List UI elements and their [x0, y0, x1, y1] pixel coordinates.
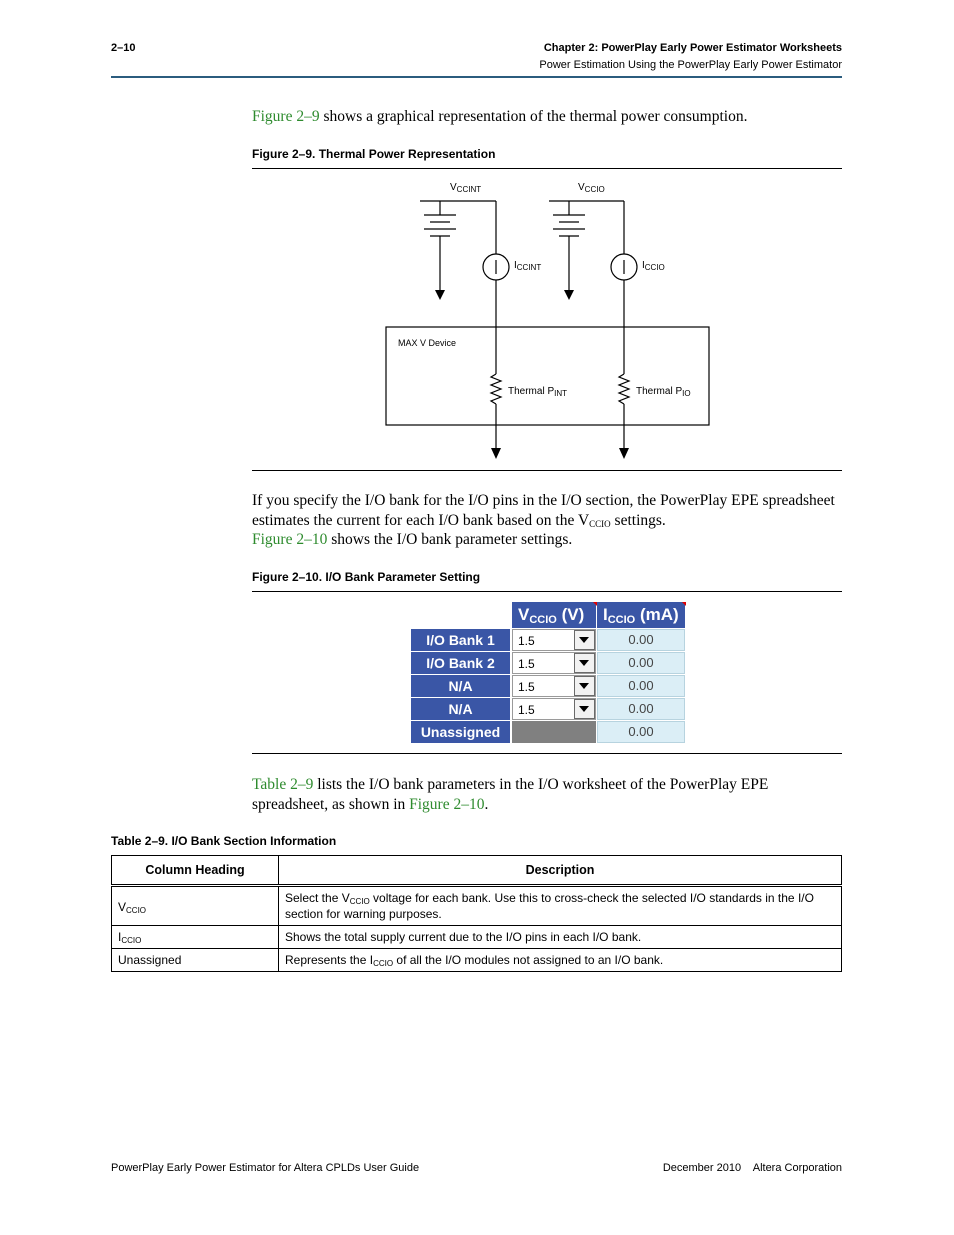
page-number: 2–10 [111, 42, 136, 54]
table-header-row [112, 856, 842, 886]
row-label: I/O Bank 2 [411, 652, 510, 674]
dropdown-arrow-icon[interactable] [574, 630, 595, 650]
intro-paragraph [252, 107, 842, 127]
row-heading: $I_{CCIO}$ [112, 926, 279, 949]
dropdown-arrow-icon[interactable] [574, 676, 595, 696]
voltage-select[interactable]: 1.5 [512, 675, 596, 697]
comment-marker [682, 602, 686, 606]
io-bank-spreadsheet [410, 602, 686, 745]
io-bank-paragraph [252, 491, 842, 550]
row-label: N/A [411, 698, 510, 720]
thermal-io-label: Thermal $P_{IO}$ [636, 386, 691, 398]
para3-text: lists the I/O bank parameters in the I/O worksheet of the PowerPlay EPE spreadsheet, as shown in [252, 776, 769, 813]
comment-marker [593, 602, 597, 606]
current-cell: 0.00 [597, 675, 685, 697]
io-bank-table [111, 855, 842, 972]
row-label: N/A [411, 675, 510, 697]
figure-2-10-caption: Figure 2–10. I/O Bank Parameter Setting [252, 570, 481, 584]
voltage-select[interactable]: 1.5 [512, 629, 596, 651]
description-header: Description [279, 856, 842, 886]
table-row [112, 949, 842, 972]
dropdown-arrow-icon[interactable] [574, 653, 595, 673]
figure-2-10-link[interactable]: Figure 2–10 [252, 531, 328, 548]
row-description: Shows the total supply current due to the I/O pins in each I/O bank. [279, 926, 842, 949]
table-row [112, 886, 842, 926]
vccint-label: $V_{CCINT}$ [450, 182, 482, 194]
vccio-column-header: $V_{CCIO}$ (V) [512, 602, 596, 628]
column-heading-header: Column Heading [112, 856, 279, 886]
figure10-top-rule [252, 591, 842, 592]
table-intro-paragraph [252, 775, 842, 814]
current-cell: 0.00 [597, 698, 685, 720]
table-caption: Table 2–9. I/O Bank Section Information [111, 834, 337, 848]
disabled-voltage-cell [512, 721, 596, 743]
footer-date-company: December 2010 Altera Corporation [662, 1162, 842, 1174]
iccint-label: $I_{CCINT}$ [514, 260, 542, 272]
thermal-int-label: Thermal $P_{INT}$ [508, 386, 568, 398]
figure-2-9-caption: Figure 2–9. Thermal Power Representation [252, 147, 496, 161]
row-heading: $V_{CCIO}$ [112, 886, 279, 926]
iccio-label: $I_{CCIO}$ [642, 260, 665, 272]
figure-top-rule [252, 168, 842, 169]
device-label: MAX V Device [398, 338, 457, 348]
figure10-bottom-rule [252, 753, 842, 754]
para2-text-end: settings. [610, 511, 666, 529]
vccio-label: $V_{CCIO}$ [578, 182, 605, 194]
iccio-column-header: $I_{CCIO}$ (mA) [597, 602, 685, 628]
para2-sub: CCIO [589, 518, 611, 529]
table-2-9-link[interactable]: Table 2–9 [252, 776, 314, 793]
row-label: Unassigned [411, 721, 510, 743]
row-label: I/O Bank 1 [411, 629, 510, 651]
header-rule [111, 76, 842, 78]
footer-guide-title: PowerPlay Early Power Estimator for Altera CPLDs User Guide [111, 1162, 420, 1174]
figure-2-9-link[interactable]: Figure 2–9 [252, 108, 320, 125]
para3-period: . [484, 795, 489, 813]
current-cell: 0.00 [597, 652, 685, 674]
thermal-power-diagram [252, 172, 842, 467]
row-heading: Unassigned [112, 949, 279, 972]
dropdown-arrow-icon[interactable] [574, 699, 595, 719]
row-description: Represents the $I_{CCIO}$ of all the I/O modules not assigned to an I/O bank. [279, 949, 842, 972]
chapter-title: Chapter 2: PowerPlay Early Power Estimator Worksheets [543, 42, 842, 54]
row-description: Select the $V_{CCIO}$ voltage for each bank. Use this to cross-check the selected I/O standards in the I/O section for warning purposes. [279, 886, 842, 926]
intro-text: shows a graphical representation of the thermal power consumption. [319, 108, 748, 125]
voltage-select[interactable]: 1.5 [512, 698, 596, 720]
section-title: Power Estimation Using the PowerPlay Early Power Estimator [539, 59, 842, 71]
current-cell: 0.00 [597, 721, 685, 743]
figure-2-10-link[interactable]: Figure 2–10 [409, 795, 485, 813]
para2-text: If you specify the I/O bank for the I/O pins in the I/O section, the PowerPlay EPE spreadsheet estimates the current for each I/O bank based on the V [252, 492, 835, 529]
voltage-select[interactable]: 1.5 [512, 652, 596, 674]
para2-text-tail: shows the I/O bank parameter settings. [327, 531, 573, 548]
current-cell: 0.00 [597, 629, 685, 651]
table-row [112, 926, 842, 949]
figure-bottom-rule [252, 470, 842, 471]
